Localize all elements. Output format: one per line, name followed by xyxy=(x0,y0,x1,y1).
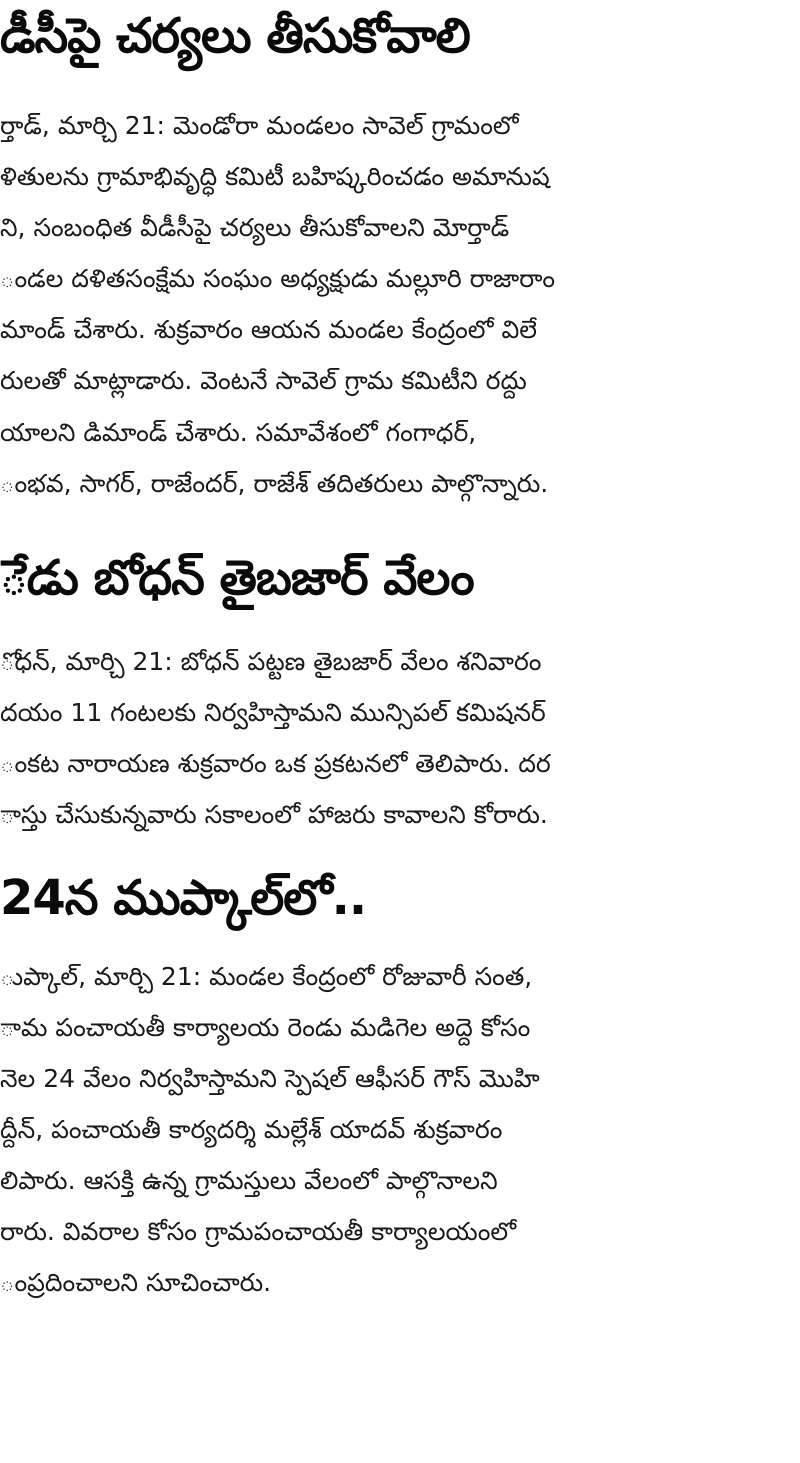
article-3-line: లిపారు. ఆసక్తి ఉన్న గ్రామస్తులు వేలంలో పాల్గొనాలని xyxy=(0,1166,498,1195)
article-1-line: ంభవ, సాగర్, రాజేందర్, రాజేశ్ తదితరులు పాల్గొన్నారు. xyxy=(0,469,549,498)
article-3-line: రారు. వివరాల కోసం గ్రామపంచాయతీ కార్యాలయంలో xyxy=(0,1217,517,1246)
article-1-line: ని, సంబంధిత వీడీసీపై చర్యలు తీసుకోవాలని మోర్తాడ్ xyxy=(0,213,510,242)
article-2-line: దయం 11 గంటలకు నిర్వహిస్తామని మున్సిపల్ కమిషనర్ xyxy=(0,698,546,727)
article-2-headline: ేడు బోధన్ తైబజార్ వేలం xyxy=(0,550,474,606)
article-3-line: ుప్కాల్, మార్చి 21: మండల కేంద్రంలో రోజువారీ సంత, xyxy=(0,962,533,991)
article-1-line: యాలని డిమాండ్ చేశారు. సమావేశంలో గంగాధర్, xyxy=(0,418,477,447)
article-3-headline: 24న ముప్కాల్‌లో.. xyxy=(0,870,367,926)
article-1-line: ర్తాడ్, మార్చి 21: మెండోరా మండలం సావెల్ గ్రామంలో xyxy=(0,111,519,140)
article-2-line: ాస్తు చేసుకున్నవారు సకాలంలో హాజరు కావాలని కోరారు. xyxy=(0,800,548,829)
article-3-line: ంప్రదించాలని సూచించారు. xyxy=(0,1268,272,1297)
article-2-line: ోధన్, మార్చి 21: బోధన్ పట్టణ తైబజార్ వేలం శనివారం xyxy=(0,647,542,676)
article-1-line: మాండ్ చేశారు. శుక్రవారం ఆయన మండల కేంద్రంలో విలే xyxy=(0,315,537,344)
article-1-line: రులతో మాట్లాడారు. వెంటనే సావెల్ గ్రామ కమిటీని రద్దు xyxy=(0,366,527,395)
article-3-line: ద్దీన్, పంచాయతీ కార్యదర్శి మల్లేశ్ యాదవ్ శుక్రవారం xyxy=(0,1115,503,1144)
article-1-headline: డీసీపై చర్యలు తీసుకోవాలి xyxy=(0,8,470,64)
article-2-line: ంకట నారాయణ శుక్రవారం ఒక ప్రకటనలో తెలిపారు. దర xyxy=(0,749,551,778)
article-3-line: ామ పంచాయతీ కార్యాలయ రెండు మడిగెల అద్దె కోసం xyxy=(0,1013,531,1042)
article-3-line: నెల 24 వేలం నిర్వహిస్తామని స్పెషల్ ఆఫీసర్ గౌస్ మొహి xyxy=(0,1064,540,1093)
article-1-line: ళితులను గ్రామాభివృద్ధి కమిటీ బహిష్కరించడం అమానుష xyxy=(0,162,550,191)
article-1-line: ండల దళితసంక్షేమ సంఘం అధ్యక్షుడు మల్లూరి రాజారాం xyxy=(0,264,556,293)
